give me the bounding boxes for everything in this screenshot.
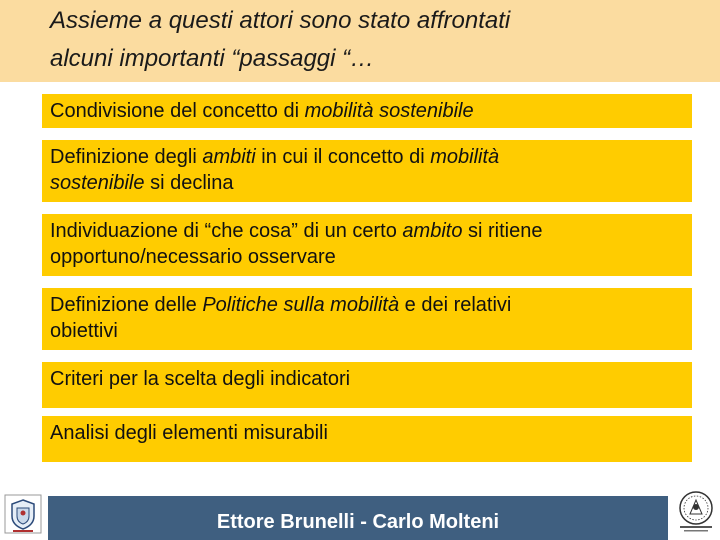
item-text: Criteri per la scelta degli indicatori <box>50 368 351 390</box>
item-text: Definizione delle <box>50 294 203 316</box>
emphasis-text: ambiti <box>202 146 256 168</box>
list-item <box>42 140 692 202</box>
item-text: in cui il concetto di <box>255 146 431 168</box>
list-item-line <box>50 420 684 446</box>
list-item-line <box>50 170 684 196</box>
item-text: Individuazione di “che cosa” di un certo <box>50 220 403 242</box>
university-seal-logo <box>676 490 716 534</box>
emphasis-text: ambito <box>402 220 463 242</box>
title-band <box>0 0 720 82</box>
emphasis-text: mobilità sostenibile <box>304 100 474 122</box>
item-text: Analisi degli elementi misurabili <box>50 422 328 444</box>
item-text: si declina <box>144 172 234 194</box>
list-item-line <box>50 218 684 244</box>
list-item <box>42 416 692 462</box>
footer-bar <box>48 496 668 540</box>
title-line-1: Assieme a questi attori sono stato affrontati <box>50 7 511 34</box>
list-item-line <box>50 144 684 170</box>
list-item <box>42 362 692 408</box>
emphasis-text: mobilità <box>430 146 500 168</box>
list-item-line <box>50 292 684 318</box>
emphasis-text: sostenibile <box>50 172 145 194</box>
list-item <box>42 214 692 276</box>
item-text: si ritiene <box>462 220 543 242</box>
footer-authors: Ettore Brunelli - Carlo Molteni <box>216 511 500 533</box>
title-line-2: alcuni importanti “passaggi “… <box>50 45 375 72</box>
municipal-crest-logo <box>4 494 42 534</box>
item-text: Condivisione del concetto di <box>50 100 305 122</box>
item-text: opportuno/necessario osservare <box>50 246 336 268</box>
item-text: obiettivi <box>50 320 118 342</box>
list-item <box>42 288 692 350</box>
list-item-line <box>50 98 684 124</box>
list-item-line <box>50 318 684 344</box>
list-item-line <box>50 366 684 392</box>
item-text: Definizione degli <box>50 146 203 168</box>
item-text: e dei relativi <box>399 294 512 316</box>
list-item <box>42 94 692 128</box>
emphasis-text: Politiche sulla mobilità <box>202 294 400 316</box>
list-item-line <box>50 244 684 270</box>
